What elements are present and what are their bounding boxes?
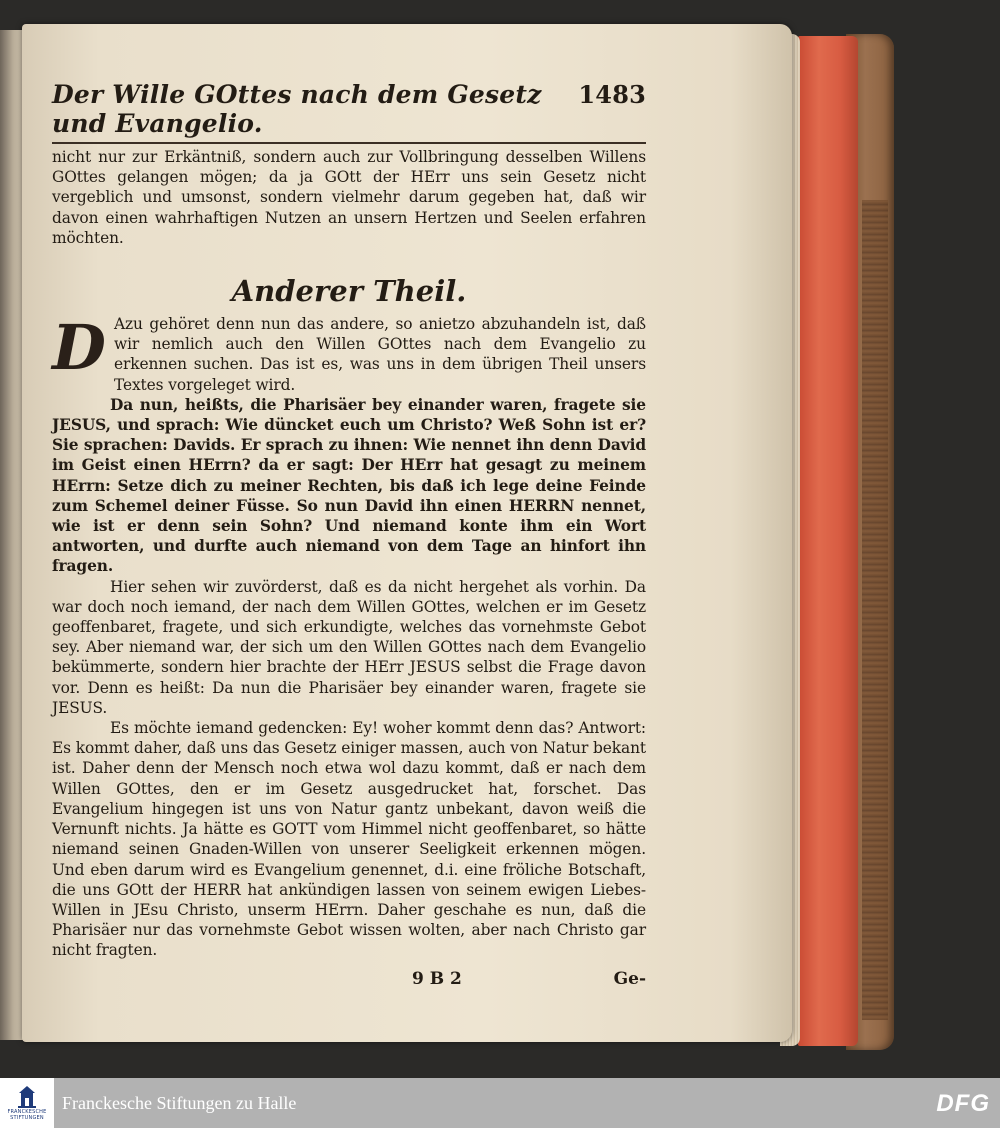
- viewer-footer-bar: [0, 1078, 1000, 1128]
- institution-name[interactable]: Franckesche Stiftungen zu Halle: [62, 1092, 297, 1113]
- building-icon: [16, 1085, 38, 1109]
- signature-mark: 9 B 2: [412, 968, 462, 989]
- paragraph-drop-cap: [52, 311, 646, 395]
- paragraph-4: Es möchte iemand gedencken: Ey! woher kommt denn das? Antwort: Es kommt daher, daß uns das Gesetz einiger massen, auch von Natur bekant ist. Daher denn der Mensch noch etwa wol dazu kommt, daß er nach dem Willen GOttes, den er im Gesetz ausgedrucket hat, forschet. Das Evangelium hingegen ist uns von Natur gantz unbekant, davon weiß die Vernunft nichts. Ja hätte es GOTT vom Himmel nicht geoffenbaret, so hätte niemand seinen Gnaden-Willen von unserer Seeligkeit erkennen mögen. Und eben darum wird es Evangelium genennet, d.i. eine fröliche Botschaft, die uns GOtt der HERR hat ankündigen lassen von seinem ewigen Liebes-Willen in JEsu Christo, unserm HErrn. Daher geschahe es nun, daß die Pharisäer nur das vornehmste Gebot wissen wolten, aber nach Christo gar nicht fragten.: [52, 719, 646, 960]
- drop-cap-initial: D: [52, 311, 106, 385]
- page-content: [52, 80, 646, 989]
- paragraph-intro: nicht nur zur Erkäntniß, sondern auch zur Vollbringung desselben Willens GOttes gelangen mögen; da ja GOtt der HErr uns sein Gesetz nicht vergeblich und umsonst, sondern vielmehr darum gegeben hat, daß wir davon einen wahrhaftigen Nutzen an unsern Hertzen und Seelen erfahren möchten.: [52, 148, 646, 247]
- running-title: Der Wille GOttes nach dem Gesetz und Evangelio.: [52, 80, 542, 138]
- section-title: Anderer Theil.: [231, 274, 467, 309]
- dfg-logo[interactable]: DFG: [936, 1090, 990, 1117]
- page-number: 1483: [578, 80, 646, 109]
- cover-texture: [862, 200, 888, 1020]
- paragraph-3: Hier sehen wir zuvörderst, daß es da nicht hergehet als vorhin. Da war doch noch iemand, der nach dem Willen GOttes, welchen er im Gesetz geoffenbaret, fragete, und sich erkundigte, welches das vornehmste Gebot sey. Aber niemand war, der sich um den Willen GOttes nach dem Evangelio bekümmerte, sondern hier brachte der HErr JESUS selbst die Frage davon vor. Denn es heißt: Da nun die Pharisäer bey einander waren, fragete sie JESUS.: [52, 577, 646, 717]
- red-page-edges: [798, 36, 858, 1046]
- catchword: Ge-: [613, 968, 646, 989]
- logo-text: FRANCKESCHE STIFTUNGEN: [7, 1109, 47, 1121]
- running-head: [52, 80, 646, 144]
- institution-logo[interactable]: [0, 1078, 54, 1128]
- paragraph-opening: Azu gehöret denn nun das andere, so anietzo abzuhandeln ist, daß wir nemlich auch den Willen GOttes nach dem Evangelio zu erkennen suchen. Das ist es, was uns in dem übrigen Theil unsers Textes vorgeleget wird.: [114, 315, 646, 394]
- page-footer: [52, 969, 646, 989]
- paragraph-scripture-quote: Da nun, heißts, die Pharisäer bey einander waren, fragete sie JESUS, und sprach: Wie düncket euch um Christo? Weß Sohn ist er? Sie sprachen: Davids. Er sprach zu ihnen: Wie nennet ihn denn David im Geist einen HErrn? da er sagt: Der HErr hat gesagt zu meinem HErrn: Setze dich zu meiner Rechten, bis daß ich lege deine Feinde zum Schemel deiner Füsse. So nun David ihn einen HERRN nennet, wie ist er denn sein Sohn? Und niemand konte ihm ein Wort antworten, und durfte auch niemand von dem Tage an hinfort ihn fragen.: [52, 395, 646, 576]
